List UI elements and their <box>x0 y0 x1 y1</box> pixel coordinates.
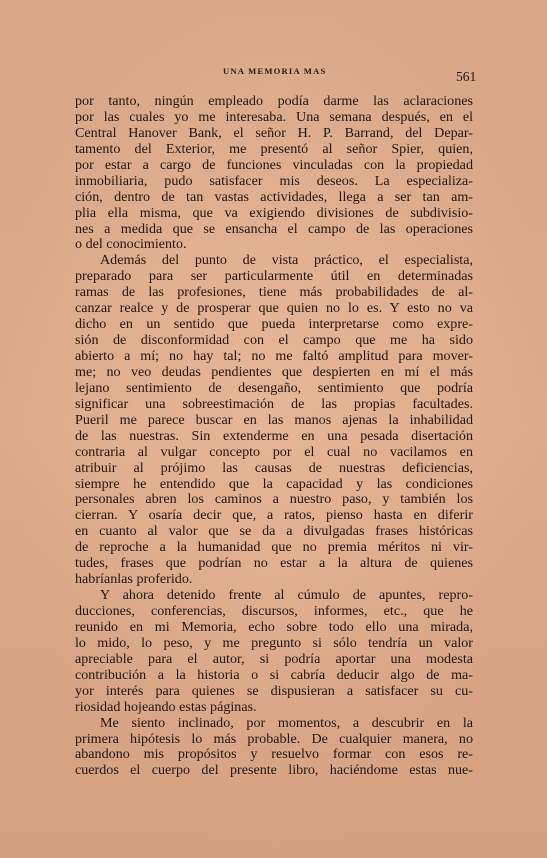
text-line: plia ella misma, que va exigiendo divisiones de subdivisio- <box>75 204 473 221</box>
text-line: por estar a cargo de funciones vinculadas con la propiedad <box>75 156 473 173</box>
text-line: ducciones, conferencias, discursos, informes, etc., que he <box>75 603 473 619</box>
text-line: contraria al vulgar concepto por el cual no vacilamos en <box>75 443 473 460</box>
text-line: Pueril me parece buscar en las manos ajenas la inhabilidad <box>75 411 473 428</box>
text-line: lejano sentimiento de desengaño, sentimiento que podría <box>75 379 473 396</box>
text-line: inmobiliaria, pudo satisfacer mis deseos. La especializa- <box>75 172 473 189</box>
text-line: abierto a mí; no hay tal; no me faltó amplitud para mover- <box>75 348 473 364</box>
text-line: me; no veo deudas pendientes que despierten en mí el más <box>75 363 473 380</box>
text-line: Además del punto de vista práctico, el especialista, <box>100 252 473 269</box>
text-line: nes a medida que se ensancha el campo de las operaciones <box>75 220 473 237</box>
body-text <box>75 94 473 779</box>
text-line: atribuir al prójimo las causas de nuestras deficiencias, <box>75 459 473 476</box>
text-line: o del conocimiento. <box>75 236 187 253</box>
text-line: canzar realce y de prosperar que quien no lo es. Y esto no va <box>75 300 473 317</box>
text-line: de reproche a la humanidad que no premia méritos ni vir- <box>75 539 473 556</box>
text-line: dicho en un sentido que pueda interpretarse como expre- <box>75 316 473 333</box>
text-line: habríanlas proferido. <box>75 571 193 588</box>
text-line: cuerdos el cuerpo del presente libro, haciéndome estas nue- <box>75 762 473 779</box>
paragraph-1 <box>75 94 473 253</box>
text-line: contribución a la historia o si cabría deducir algo de ma- <box>75 666 473 683</box>
text-line: cierran. Y osaría decir que, a ratos, pienso hasta en diferir <box>75 507 473 524</box>
text-line: reunido en mi Memoria, echo sobre todo ello una mirada, <box>75 618 473 635</box>
text-line: lo mido, lo peso, y me pregunto si sólo tendría un valor <box>75 634 473 651</box>
running-title: UNA MEMORIA MAS <box>223 66 327 76</box>
text-line: de las nuestras. Sin extenderme en una pesada disertación <box>75 427 473 444</box>
text-line: Y ahora detenido frente al cúmulo de apuntes, repro- <box>100 587 473 604</box>
text-line: apreciable para el autor, si podría aportar una modesta <box>75 650 473 667</box>
paragraph-2 <box>75 253 473 588</box>
text-line: yor interés para quienes se dispusieran a satisfacer su cu- <box>75 682 473 699</box>
text-line: primera hipótesis lo más probable. De cualquier manera, no <box>75 730 473 747</box>
text-line: abandono mis propósitos y resuelvo formar con esos re- <box>75 746 473 763</box>
text-line: por tanto, ningún empleado podía darme las aclaraciones <box>75 93 473 109</box>
text-line: significar una sobreestimación de las propias facultades. <box>75 395 473 412</box>
text-line: sión de disconformidad con el campo que me ha sido <box>75 332 473 349</box>
text-line: Me siento inclinado, por momentos, a descubrir en la <box>100 714 473 731</box>
running-head <box>0 66 547 84</box>
text-line: Central Hanover Bank, el señor H. P. Barrand, del Depar- <box>75 124 473 141</box>
page-number: 561 <box>456 69 477 84</box>
text-line: personales abren los caminos a nuestro paso, y también los <box>75 491 473 508</box>
text-line: ramas de las profesiones, tiene más probabilidades de al- <box>75 284 473 301</box>
text-line: tamento del Exterior, me presentó al señor Spier, quien, <box>75 140 473 157</box>
text-line: riosidad hojeando estas páginas. <box>75 698 257 715</box>
paragraph-4 <box>75 716 473 780</box>
text-line: en cuanto al valor que se da a divulgadas frases históricas <box>75 523 473 540</box>
text-line: tudes, frases que podrían no estar a la altura de quienes <box>75 555 473 572</box>
paragraph-3 <box>75 588 473 716</box>
text-line: por las cuales yo me interesaba. Una semana después, en el <box>75 108 473 125</box>
text-line: ción, dentro de tan vastas actividades, llega a ser tan am- <box>75 188 473 205</box>
text-line: preparado para ser particularmente útil en determinadas <box>75 268 473 285</box>
text-line: siempre he entendido que la capacidad y las condiciones <box>75 475 473 492</box>
